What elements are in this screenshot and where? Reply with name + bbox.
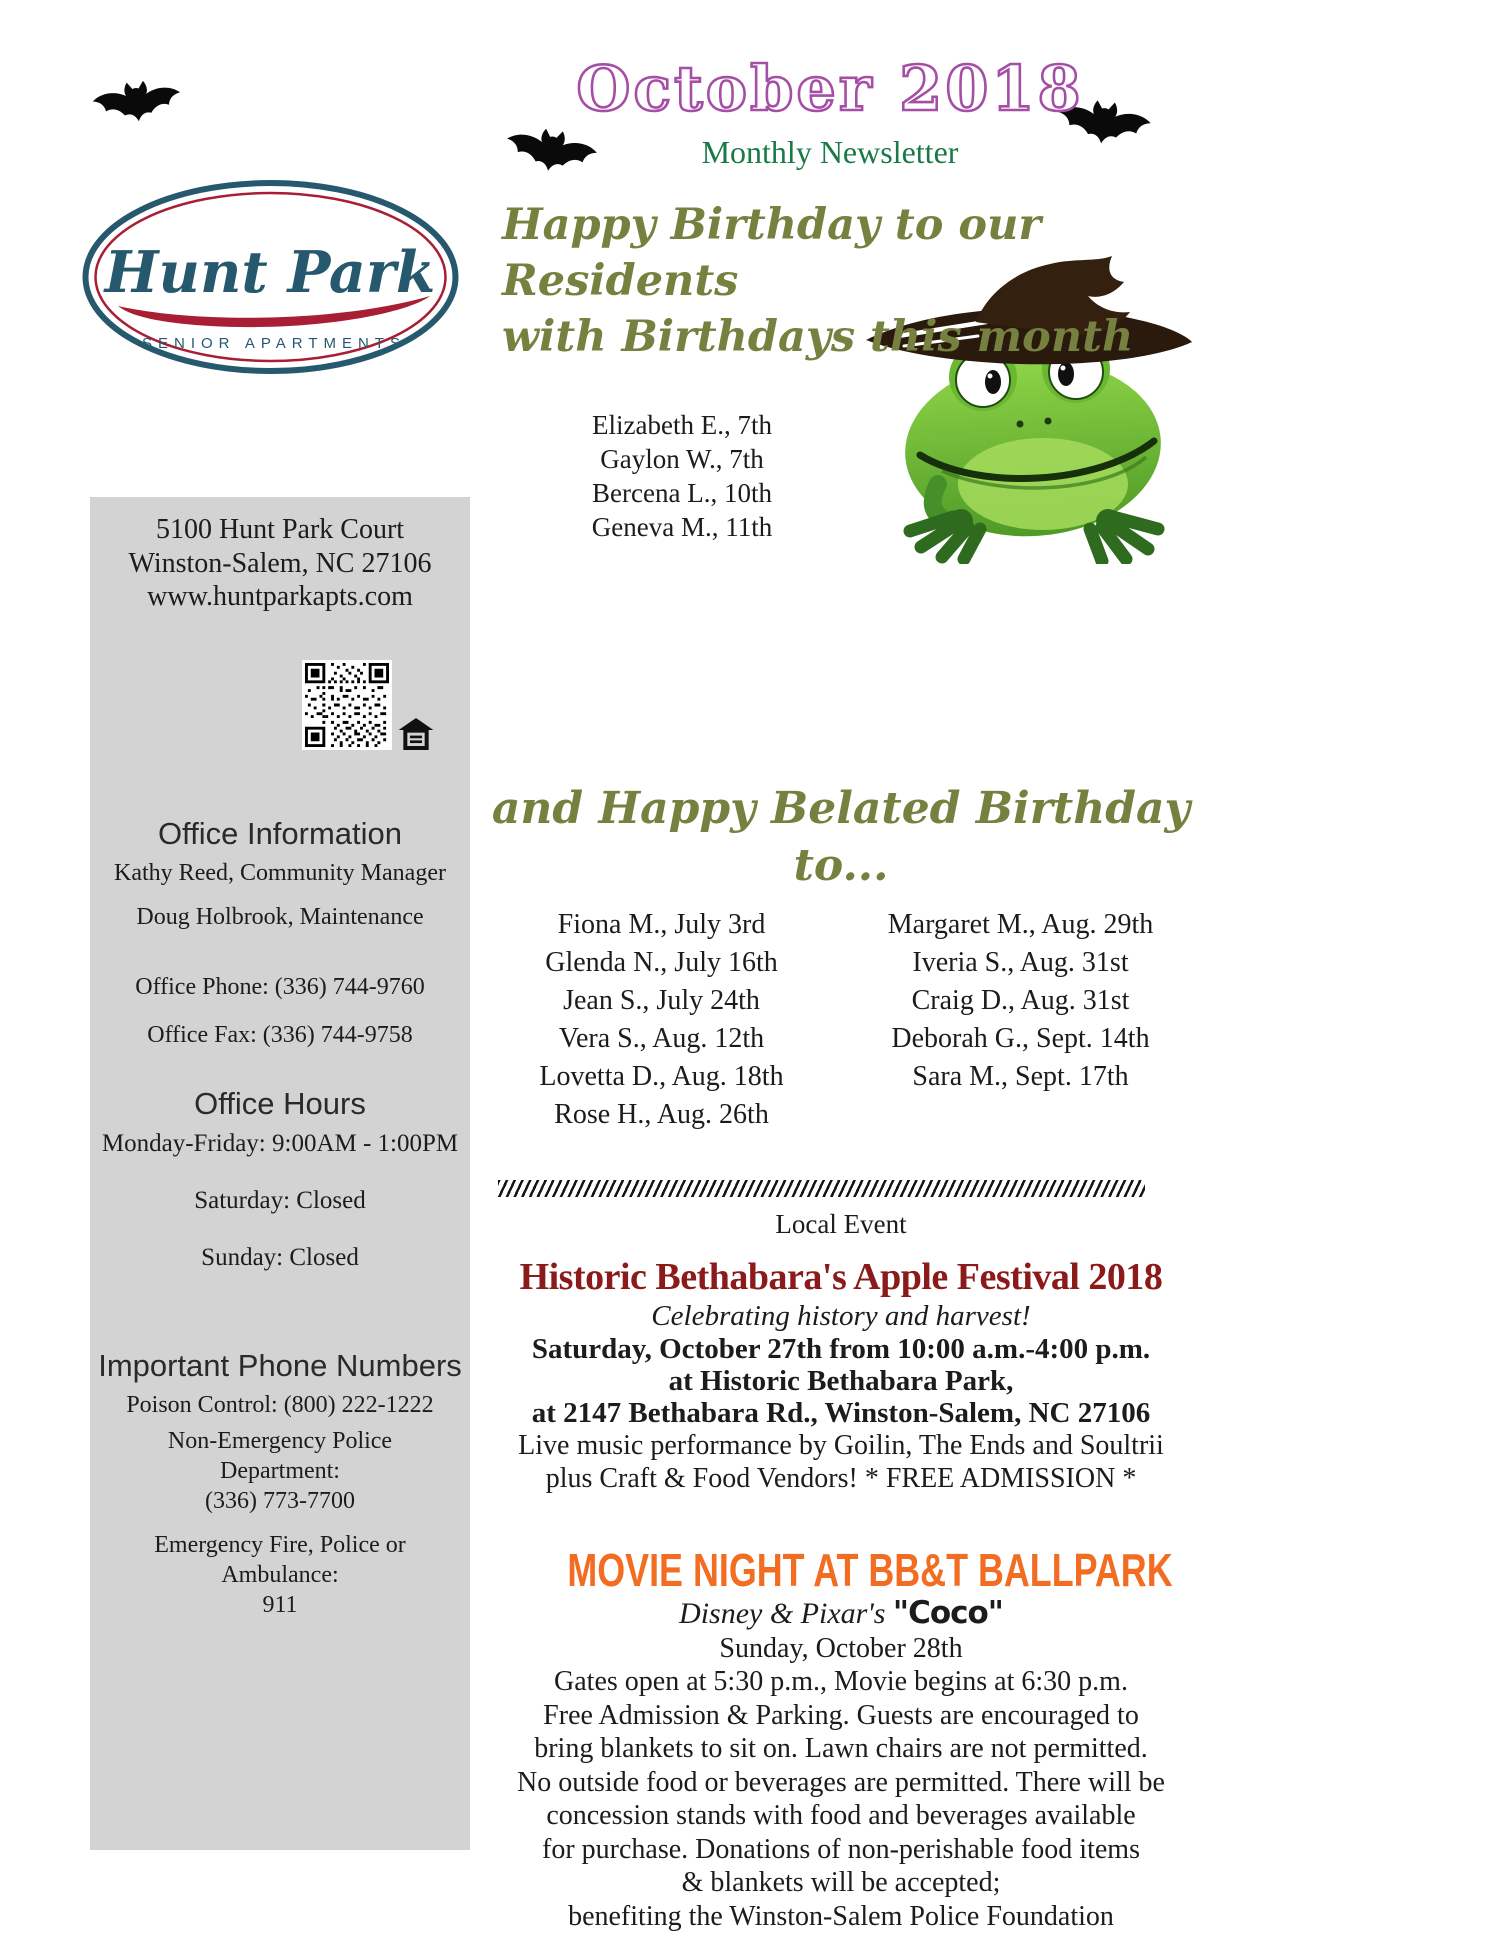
sidebar	[90, 497, 470, 1850]
movie-film-line	[482, 1595, 1200, 1632]
bat-icon	[80, 69, 193, 138]
belated-item: Lovetta D., Aug. 18th	[539, 1061, 784, 1093]
important-numbers-heading: Important Phone Numbers	[98, 1347, 462, 1383]
emergency-label: Emergency Fire, Police or Ambulance:	[154, 1531, 406, 1588]
belated-item: Jean S., July 24th	[563, 985, 760, 1017]
address-line-2: Winston-Salem, NC 27106	[128, 547, 432, 579]
birthday-item: Elizabeth E., 7th	[592, 409, 772, 440]
qr-row	[90, 654, 470, 750]
apple-festival-where-2: at 2147 Bethabara Rd., Winston-Salem, NC 27106	[531, 1396, 1151, 1429]
movie-info-line: for purchase. Donations of non-perishable food items	[542, 1833, 1140, 1865]
movie-info-line: concession stands with food and beverages available	[546, 1800, 1136, 1832]
film-title: "Coco"	[892, 1594, 1003, 1631]
movie-night-title: MOVIE NIGHT AT BB&T BALLPARK	[567, 1543, 1173, 1596]
movie-info-line: Free Admission & Parking. Guests are encouraged to	[543, 1699, 1139, 1731]
apple-festival-title: Historic Bethabara's Apple Festival 2018	[519, 1256, 1163, 1299]
birthday-item: Bercena L., 10th	[592, 477, 772, 508]
police-number: (336) 773-7700	[205, 1487, 355, 1514]
belated-heading: and Happy Belated Birthday to...	[491, 782, 1191, 891]
main-content	[482, 198, 1200, 1933]
address-block	[90, 513, 470, 614]
belated-item: Rose H., Aug. 26th	[554, 1099, 769, 1131]
birthday-heading-line1: Happy Birthday to our Residents	[502, 200, 1042, 306]
belated-birthday-list	[482, 906, 1200, 1134]
police-label: Non-Emergency Police Department:	[167, 1427, 393, 1484]
page-subtitle: Monthly Newsletter	[701, 134, 959, 170]
belated-item: Deborah G., Sept. 14th	[891, 1023, 1150, 1055]
hours-weekdays: Monday-Friday: 9:00AM - 1:00PM	[101, 1129, 459, 1157]
belated-right-column	[841, 906, 1200, 1134]
logo-tagline: SENIOR APARTMENTS	[142, 335, 406, 352]
apple-festival-tagline: Celebrating history and harvest!	[651, 1299, 1031, 1332]
belated-item: Sara M., Sept. 17th	[912, 1061, 1129, 1093]
hours-saturday: Saturday: Closed	[194, 1187, 366, 1215]
movie-date: Sunday, October 28th	[719, 1632, 963, 1664]
website-link[interactable]: www.huntparkapts.com	[147, 581, 413, 613]
current-birthday-list	[482, 408, 882, 544]
office-hours-heading: Office Hours	[194, 1085, 366, 1121]
office-phone-line: Office Phone: (336) 744-9760	[135, 973, 425, 1000]
movie-info-line: benefiting the Winston-Salem Police Foundation	[568, 1900, 1114, 1932]
apple-festival-when: Saturday, October 27th from 10:00 a.m.-4:00 p.m.	[531, 1332, 1151, 1365]
movie-info-line: No outside food or beverages are permitted. There will be	[517, 1766, 1165, 1798]
birthday-item: Gaylon W., 7th	[600, 443, 764, 474]
qr-code-icon	[302, 660, 392, 750]
belated-item: Margaret M., Aug. 29th	[887, 909, 1154, 941]
page-title: October 2018	[576, 52, 1084, 125]
birthday-heading-line2: with Birthdays this month	[502, 311, 1134, 362]
hours-sunday: Sunday: Closed	[201, 1244, 359, 1272]
maintenance-line: Doug Holbrook, Maintenance	[136, 903, 424, 930]
office-fax-line: Office Fax: (336) 744-9758	[147, 1021, 413, 1048]
address-line-1: 5100 Hunt Park Court	[155, 514, 405, 545]
equal-housing-icon	[398, 718, 434, 750]
emergency-number: 911	[262, 1591, 298, 1618]
film-prefix: Disney & Pixar's	[679, 1596, 886, 1630]
logo-name: Hunt Park	[104, 239, 436, 306]
movie-times: Gates open at 5:30 p.m., Movie begins at 6:30 p.m.	[554, 1666, 1128, 1698]
belated-item: Fiona M., July 3rd	[557, 909, 766, 941]
belated-item: Iveria S., Aug. 31st	[912, 947, 1129, 979]
office-info-heading: Office Information	[157, 815, 403, 851]
local-event-label: Local Event	[775, 1209, 907, 1240]
manager-line: Kathy Reed, Community Manager	[114, 859, 446, 886]
apple-festival-where-1: at Historic Bethabara Park,	[668, 1364, 1014, 1397]
birthday-heading	[482, 198, 1200, 366]
belated-item: Glenda N., July 16th	[545, 947, 778, 979]
apple-festival-details-2: plus Craft & Food Vendors! * FREE ADMISSION *	[545, 1462, 1137, 1494]
movie-info-line: & blankets will be accepted;	[681, 1867, 1001, 1899]
hunt-park-logo	[78, 176, 463, 378]
poison-control-line: Poison Control: (800) 222-1222	[126, 1391, 434, 1418]
belated-item: Craig D., Aug. 31st	[911, 985, 1130, 1017]
belated-left-column	[482, 906, 841, 1134]
movie-info-line: bring blankets to sit on. Lawn chairs are not permitted.	[534, 1733, 1148, 1765]
belated-item: Vera S., Aug. 12th	[558, 1023, 765, 1055]
birthday-item: Geneva M., 11th	[591, 511, 773, 542]
hatched-divider	[498, 1180, 1145, 1197]
apple-festival-details-1: Live music performance by Goilin, The Ends and Soultrii	[518, 1429, 1164, 1461]
